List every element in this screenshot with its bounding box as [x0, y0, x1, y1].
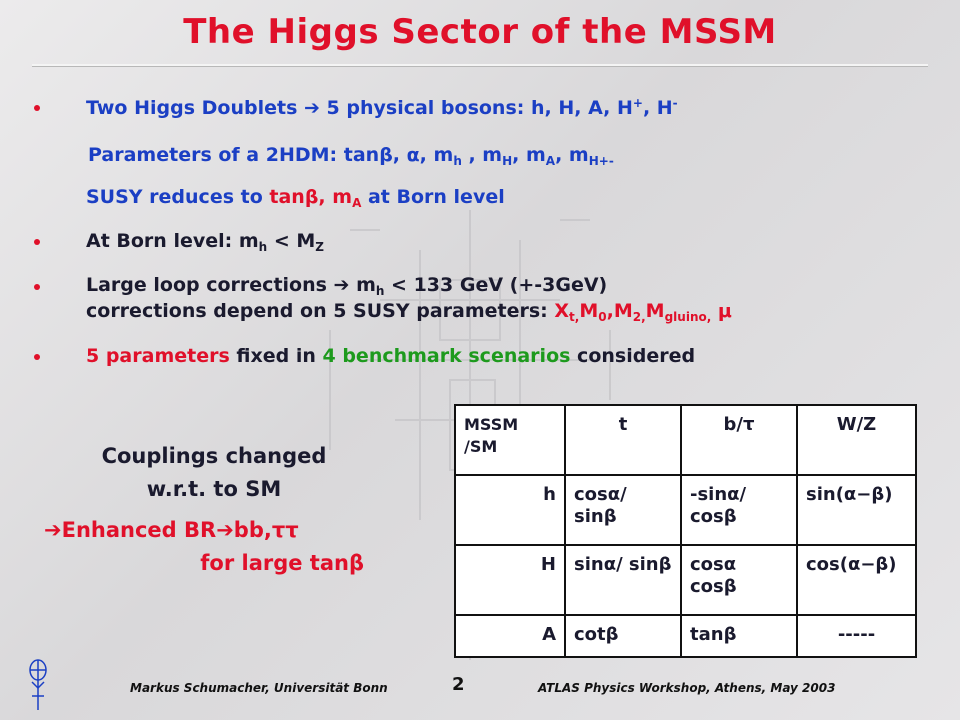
text: μ: [711, 300, 732, 322]
table-cell: sinα/ sinβ: [565, 545, 681, 615]
text: , m: [461, 144, 503, 166]
text: X: [554, 300, 570, 322]
couplings-note: [44, 440, 384, 580]
text: < 133 GeV (+-3GeV): [384, 274, 608, 296]
text: Two Higgs Doublets: [86, 97, 304, 119]
table-row: [455, 475, 916, 545]
subscript: H+-: [588, 154, 614, 168]
text: considered: [570, 345, 696, 367]
subscript: h: [258, 240, 268, 254]
arrow-icon: ➔: [304, 97, 320, 119]
subscript: t,: [569, 310, 580, 324]
subscript: A: [545, 154, 556, 168]
text: tanβ, m: [269, 186, 353, 208]
arrow-icon: ➔: [216, 518, 234, 542]
text: m: [349, 274, 376, 296]
footer-event: ATLAS Physics Workshop, Athens, May 2003: [538, 681, 836, 695]
text: ,M: [606, 300, 633, 322]
text: M: [645, 300, 665, 322]
table-row: [455, 615, 916, 657]
bullet-born-level: [86, 230, 324, 252]
subscript: 0: [598, 310, 607, 324]
bullet-dot: [34, 105, 40, 111]
superscript: +: [632, 96, 643, 110]
table-cell: cosα/ sinβ: [565, 475, 681, 545]
header-cell: W/Z: [797, 405, 916, 475]
header-cell: b/τ: [681, 405, 797, 475]
subscript: h: [375, 284, 385, 298]
table-cell: cotβ: [565, 615, 681, 657]
text: < M: [267, 230, 316, 252]
text: Enhanced BR: [61, 518, 217, 542]
atlas-logo-icon: [18, 656, 58, 712]
corner-cell: MSSM /SM: [455, 405, 565, 475]
row-label: h: [455, 475, 565, 545]
table-cell: -sinα/ cosβ: [681, 475, 797, 545]
subscript: 2,: [632, 310, 646, 324]
note-line: w.r.t. to SM: [146, 477, 282, 501]
text: 5 physical bosons: h, H, A, H: [319, 97, 633, 119]
subscript: Z: [315, 240, 324, 254]
text: bb,ττ: [233, 518, 299, 542]
note-line: Couplings changed: [101, 444, 327, 468]
table-cell: tanβ: [681, 615, 797, 657]
text: , m: [512, 144, 546, 166]
text: M: [579, 300, 599, 322]
footer-author: Markus Schumacher, Universität Bonn: [130, 681, 388, 695]
arrow-icon: ➔: [44, 518, 62, 542]
table-cell: sin(α−β): [797, 475, 916, 545]
page-number: 2: [452, 674, 465, 695]
table-cell: -----: [797, 615, 916, 657]
text: Large loop corrections: [86, 274, 334, 296]
text: , m: [555, 144, 589, 166]
row-label: A: [455, 615, 565, 657]
note-line: for large tanβ: [200, 551, 364, 575]
bullet-dot: [34, 354, 40, 360]
text: SUSY reduces to: [86, 186, 270, 208]
subscript: H: [502, 154, 513, 168]
line-2hdm-parameters: [88, 144, 614, 166]
header-cell: t: [565, 405, 681, 475]
subscript: h: [453, 154, 462, 168]
bullet-higgs-doublets: [86, 97, 678, 119]
slide-title: The Higgs Sector of the MSSM: [183, 12, 777, 52]
bullet-dot: [34, 239, 40, 245]
text: At Born level: m: [86, 230, 259, 252]
subscript: A: [352, 196, 362, 210]
text: at Born level: [361, 186, 505, 208]
table-cell: cosα cosβ: [681, 545, 797, 615]
text: 5 parameters: [86, 345, 230, 367]
table-cell: cos(α−β): [797, 545, 916, 615]
title-divider: [32, 64, 928, 66]
bullet-dot: [34, 284, 40, 290]
line-susy-reduces: [86, 186, 505, 208]
bullet-loop-corrections: [86, 274, 607, 296]
superscript: -: [672, 96, 678, 110]
text: fixed in: [229, 345, 323, 367]
table-row: [455, 545, 916, 615]
couplings-table: [454, 404, 917, 658]
arrow-icon: ➔: [333, 274, 350, 296]
text: corrections depend on 5 SUSY parameters:: [86, 300, 555, 322]
text: , H: [642, 97, 673, 119]
row-label: H: [455, 545, 565, 615]
line-susy-parameters: [86, 300, 732, 322]
bullet-benchmark: [86, 345, 695, 367]
note-line-enhanced: [44, 514, 384, 547]
subscript: gluino,: [664, 310, 712, 324]
text: Parameters of a 2HDM: tanβ, α, m: [88, 144, 454, 166]
text: 4 benchmark scenarios: [322, 345, 571, 367]
table-header-row: [455, 405, 916, 475]
